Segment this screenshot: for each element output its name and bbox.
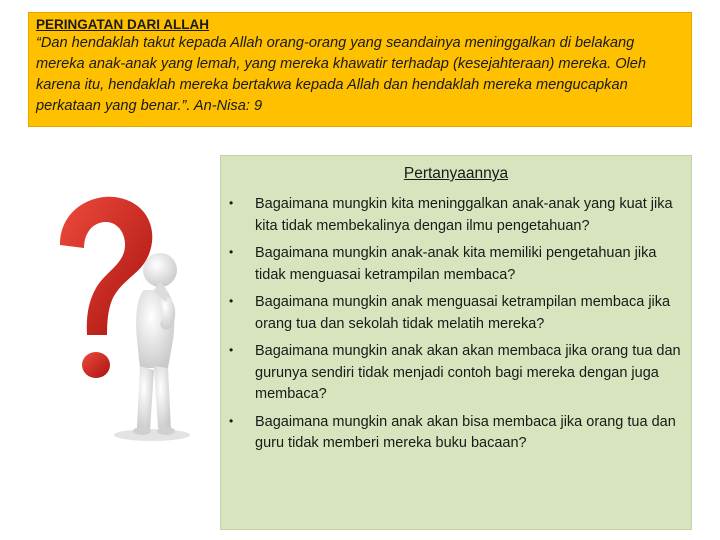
- list-item: [221, 243, 691, 286]
- question-text: Bagaimana mungkin anak akan bisa membaca jika orang tua dan guru tidak memberi mereka buku bacaan?: [255, 413, 676, 451]
- questions-title: Pertanyaannya: [403, 165, 509, 182]
- thinking-figure-with-question-mark: [40, 190, 205, 445]
- question-text: Bagaimana mungkin anak akan akan membaca jika orang tua dan gurunya sendiri tidak menjadi contoh bagi mereka dengan juga membaca?: [255, 343, 681, 402]
- list-item: [221, 412, 691, 455]
- questions-list: [221, 194, 691, 461]
- questions-panel: [220, 155, 692, 530]
- list-item: [221, 292, 691, 335]
- question-mark-figure-icon: [40, 190, 205, 445]
- bullet-icon: •: [229, 413, 234, 428]
- bullet-icon: •: [229, 196, 234, 210]
- quote-title: PERINGATAN DARI ALLAH: [36, 17, 209, 32]
- figure-leg-right: [154, 366, 171, 430]
- list-item: [221, 341, 691, 406]
- quote-text: “Dan hendaklah takut kepada Allah orang-orang yang seandainya meninggalkan di belakang mereka anak-anak yang lemah, yang mereka khawatir terhadap (kesejahteraan) mereka. Oleh karena itu, hendaklah mereka bertakwa kepada Allah dan hendaklah mereka mengucapkan perkataan yang benar.”. An-Nisa: 9: [36, 35, 647, 114]
- question-mark-dot: [82, 352, 110, 378]
- bullet-icon: •: [229, 343, 234, 357]
- question-text: Bagaimana mungkin anak-anak kita memiliki pengetahuan jika tidak menguasai ketrampilan membaca?: [255, 245, 657, 283]
- question-text: Bagaimana mungkin kita meninggalkan anak-anak yang kuat jika kita tidak membekalinya dengan ilmu pengetahuan?: [255, 196, 673, 234]
- figure-head: [143, 253, 177, 287]
- bullet-icon: •: [229, 245, 234, 259]
- bullet-icon: •: [229, 294, 234, 308]
- warning-quote-box: [28, 12, 692, 127]
- figure-leg-left: [137, 366, 154, 430]
- list-item: [221, 194, 691, 237]
- question-text: Bagaimana mungkin anak menguasai ketrampilan membaca jika orang tua dan sekolah tidak melatih mereka?: [255, 294, 671, 332]
